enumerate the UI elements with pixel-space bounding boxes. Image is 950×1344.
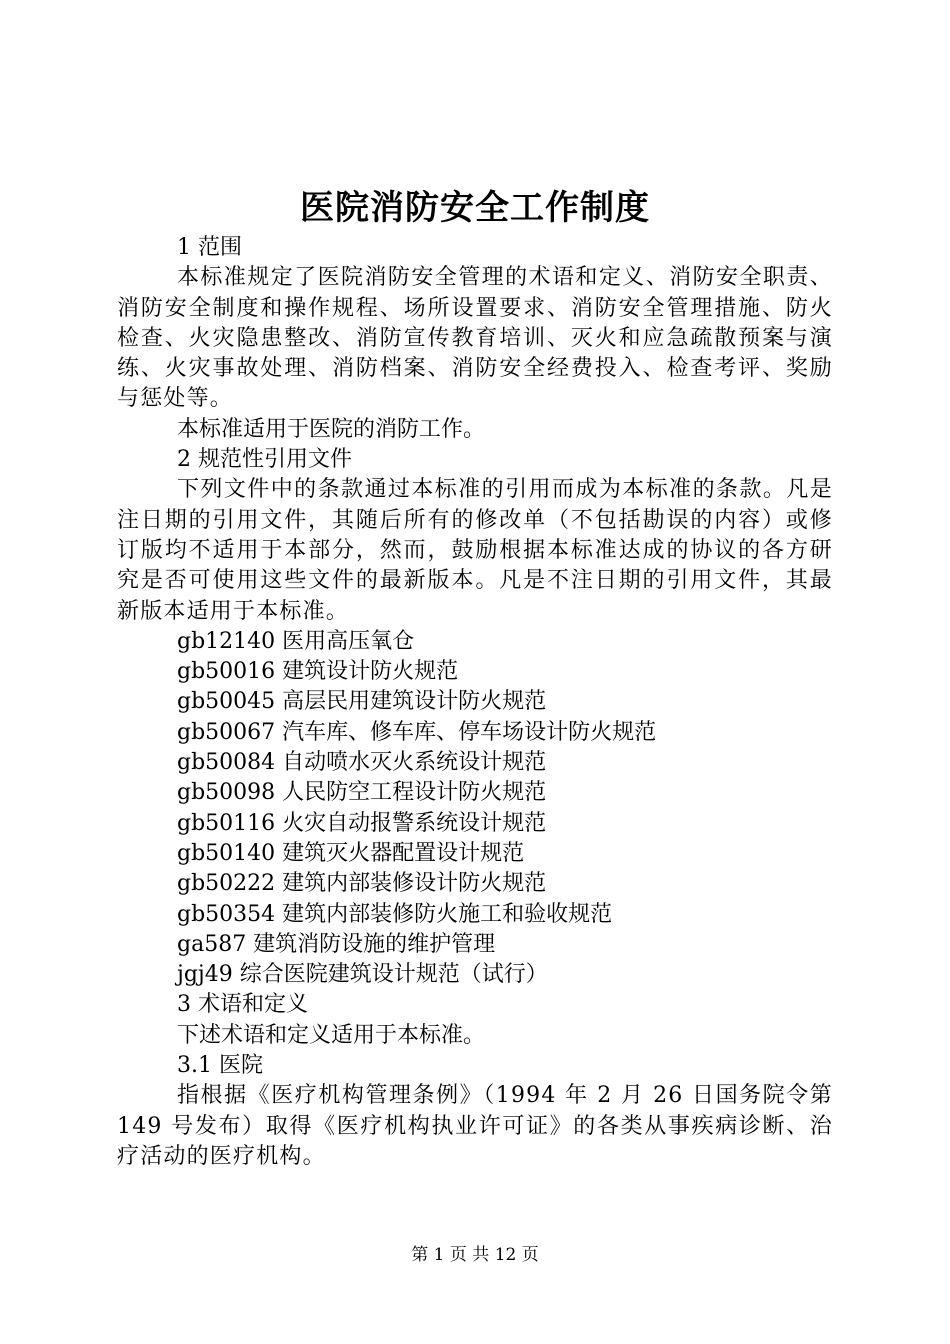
- paragraph: 本标准规定了医院消防安全管理的术语和定义、消防安全职责、消防安全制度和操作规程、场所设置要求、消防安全管理措施、防火检查、火灾隐患整改、消防宣传教育培训、灭火和应急疏散预案与演练、火灾事故处理、消防档案、消防安全经费投入、检查考评、奖励与惩处等。: [117, 265, 833, 412]
- reference-item: jgj49 综合医院建筑设计规范（试行）: [177, 962, 548, 988]
- paragraph: 下述术语和定义适用于本标准。: [177, 1022, 486, 1048]
- section-heading: 3 术语和定义: [177, 992, 308, 1018]
- reference-item: gb50016 建筑设计防火规范: [177, 659, 459, 685]
- paragraph: 指根据《医疗机构管理条例》（1994 年 2 月 26 日国务院令第 149 号发布）取得《医疗机构执业许可证》的各类从事疾病诊断、治疗活动的医疗机构。: [117, 1083, 833, 1169]
- reference-item: ga587 建筑消防设施的维护管理: [177, 931, 496, 957]
- page-footer: 第 1 页 共 12 页: [411, 1245, 539, 1265]
- section-heading: 3.1 医院: [177, 1053, 263, 1079]
- reference-item: gb50045 高层民用建筑设计防火规范: [177, 689, 547, 715]
- reference-item: gb50084 自动喷水灭火系统设计规范: [177, 750, 547, 776]
- paragraph: 本标准适用于医院的消防工作。: [177, 416, 486, 442]
- reference-item: gb50222 建筑内部装修设计防火规范: [177, 871, 547, 897]
- reference-item: gb50067 汽车库、修车库、停车场设计防火规范: [177, 719, 657, 745]
- paragraph: 下列文件中的条款通过本标准的引用而成为本标准的条款。凡是注日期的引用文件，其随后所有的修改单（不包括勘误的内容）或修订版均不适用于本部分，然而，鼓励根据本标准达成的协议的各方研究是否可使用这些文件的最新版本。凡是不注日期的引用文件，其最新版本适用于本标准。: [117, 477, 833, 624]
- document-title: 医院消防安全工作制度: [300, 188, 650, 228]
- section-heading: 1 范围: [177, 235, 242, 260]
- reference-item: gb50116 火灾自动报警系统设计规范: [177, 810, 547, 836]
- reference-item: gb50098 人民防空工程设计防火规范: [177, 780, 547, 806]
- section-heading: 2 规范性引用文件: [177, 447, 352, 473]
- reference-item: gb50354 建筑内部装修防火施工和验收规范: [177, 901, 613, 927]
- reference-item: gb12140 医用高压氧仓: [177, 628, 415, 654]
- reference-item: gb50140 建筑灭火器配置设计规范: [177, 840, 525, 866]
- document-body: [117, 233, 833, 1172]
